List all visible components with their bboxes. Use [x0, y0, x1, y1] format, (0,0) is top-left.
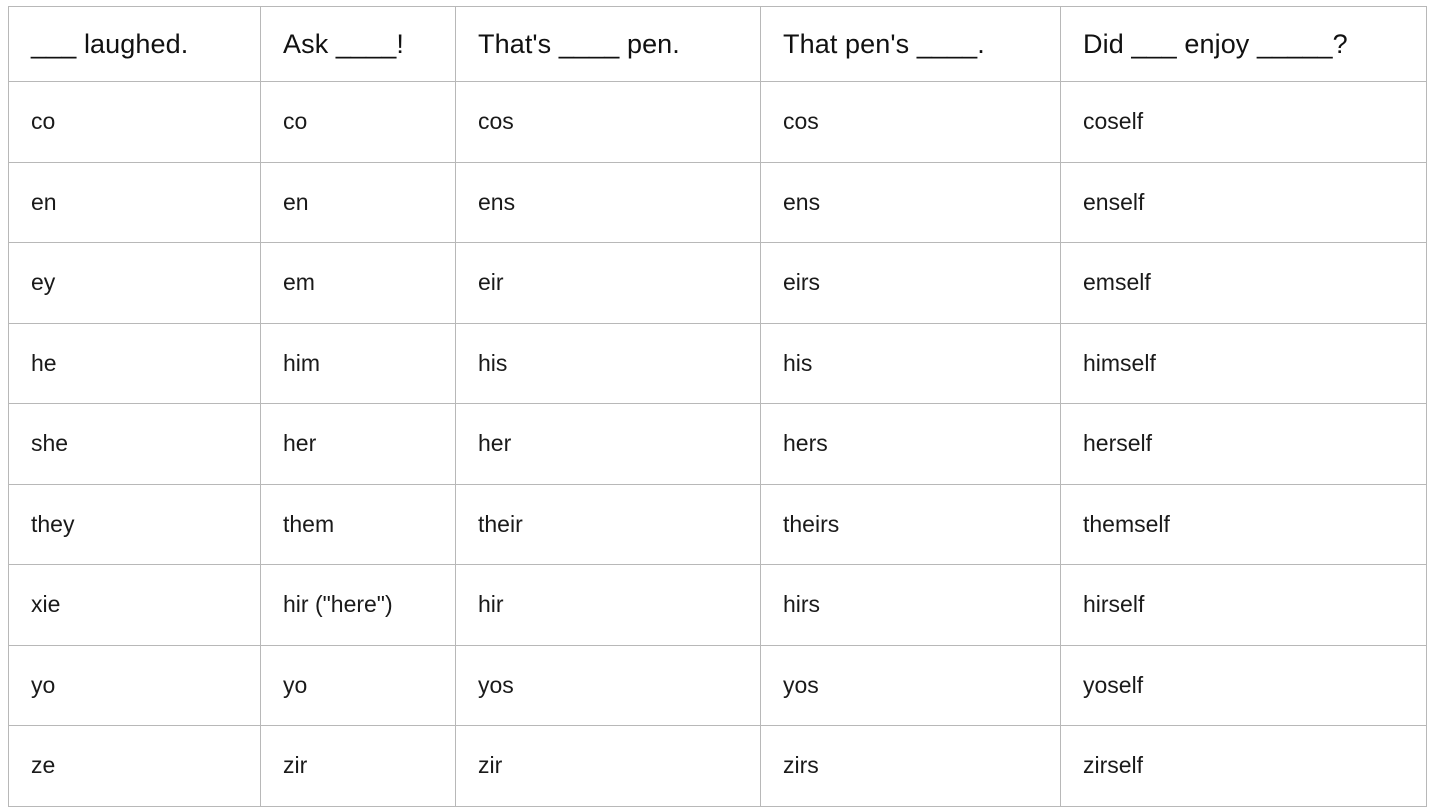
table-cell: her [261, 404, 456, 485]
table-cell: him [261, 323, 456, 404]
table-cell: hers [761, 404, 1061, 485]
table-cell: emself [1061, 243, 1427, 324]
table-cell: co [9, 82, 261, 163]
table-cell: they [9, 484, 261, 565]
table-cell: enself [1061, 162, 1427, 243]
table-cell: ens [761, 162, 1061, 243]
table-cell: ens [456, 162, 761, 243]
table-cell: em [261, 243, 456, 324]
table-cell: zir [261, 726, 456, 807]
pronoun-table [8, 6, 1427, 807]
table-row [9, 162, 1427, 243]
table-cell: zir [456, 726, 761, 807]
table-cell: zirself [1061, 726, 1427, 807]
table-cell: she [9, 404, 261, 485]
column-header-possessive-determiner: That's ____ pen. [456, 7, 761, 82]
column-header-subject: ___ laughed. [9, 7, 261, 82]
table-cell: himself [1061, 323, 1427, 404]
column-header-object: Ask ____! [261, 7, 456, 82]
header-row [9, 7, 1427, 82]
table-cell: yo [261, 645, 456, 726]
table-cell: ze [9, 726, 261, 807]
table-cell: ey [9, 243, 261, 324]
table-header [9, 7, 1427, 82]
table-cell: co [261, 82, 456, 163]
table-cell: her [456, 404, 761, 485]
table-row [9, 404, 1427, 485]
table-cell: hir ("here") [261, 565, 456, 646]
table-cell: his [456, 323, 761, 404]
table-cell: yos [456, 645, 761, 726]
table-row [9, 645, 1427, 726]
table-cell: zirs [761, 726, 1061, 807]
table-cell: eirs [761, 243, 1061, 324]
table-cell: yoself [1061, 645, 1427, 726]
table-row [9, 323, 1427, 404]
table-cell: coself [1061, 82, 1427, 163]
table-cell: cos [761, 82, 1061, 163]
table-row [9, 565, 1427, 646]
table-cell: herself [1061, 404, 1427, 485]
table-cell: themself [1061, 484, 1427, 565]
table-cell: their [456, 484, 761, 565]
table-cell: cos [456, 82, 761, 163]
table-cell: hirs [761, 565, 1061, 646]
table-cell: hirself [1061, 565, 1427, 646]
table-cell: yos [761, 645, 1061, 726]
table-cell: he [9, 323, 261, 404]
table-cell: yo [9, 645, 261, 726]
column-header-reflexive: Did ___ enjoy _____? [1061, 7, 1427, 82]
table-cell: hir [456, 565, 761, 646]
column-header-possessive-pronoun: That pen's ____. [761, 7, 1061, 82]
table-row [9, 243, 1427, 324]
table-row [9, 484, 1427, 565]
table-cell: xie [9, 565, 261, 646]
table-row [9, 726, 1427, 807]
table-cell: them [261, 484, 456, 565]
table-cell: en [261, 162, 456, 243]
table-cell: eir [456, 243, 761, 324]
table-body [9, 82, 1427, 807]
table-cell: en [9, 162, 261, 243]
table-cell: his [761, 323, 1061, 404]
table-row [9, 82, 1427, 163]
table-cell: theirs [761, 484, 1061, 565]
